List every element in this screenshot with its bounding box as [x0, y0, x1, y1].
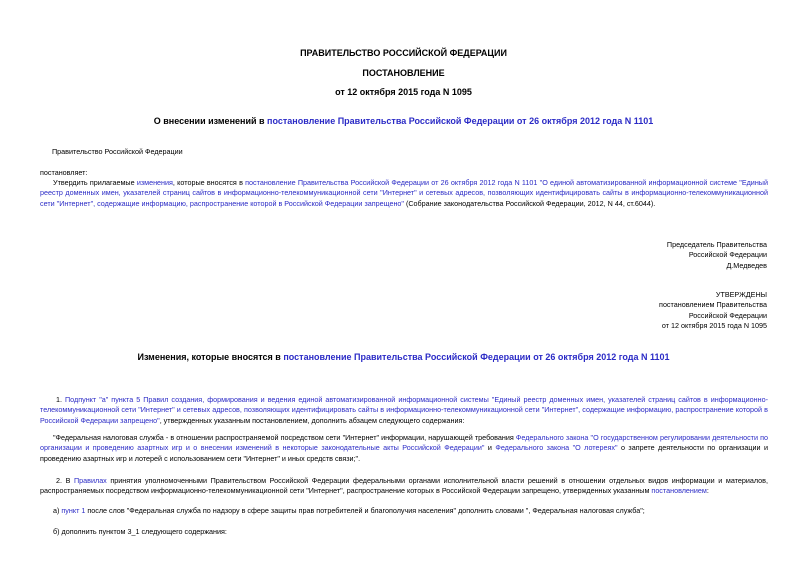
header-date-number: от 12 октября 2015 года N 1095 [335, 87, 472, 97]
item-2-link-decree[interactable]: постановлением [651, 486, 707, 496]
quote-1 [40, 433, 768, 464]
item-1-link[interactable]: Подпункт "а" пункта 5 Правил создания, формирования и ведения единой автоматизированной информационной системы "Единый реестр доменных имен, указателей страниц сайтов в информационно-телекоммуникационной сети "Интернет" и сетевых адресов, позволяющих идентифицировать сайты в информационно-телекоммуникационной сети "Интернет", содержащие информацию, распространение которой в Российской Федерации запрещено" [40, 395, 769, 425]
item-2 [40, 476, 768, 497]
intro-text-1: Утвердить прилагаемые [53, 178, 137, 187]
item-2a-text: после слов "Федеральная служба по надзору в сфере защиты прав потребителей и благополучия населения" дополнить словами ", Федеральная налоговая служба"; [85, 506, 645, 515]
header-government: ПРАВИТЕЛЬСТВО РОССИЙСКОЙ ФЕДЕРАЦИИ [300, 48, 507, 58]
approved-by: постановлением Правительства [659, 300, 767, 310]
quote-1-text-3: о запрете деятельности по организации и проведению азартных игр и лотерей с использованием сети "Интернет" и иных средств связи;". [40, 443, 768, 463]
signature-country: Российской Федерации [688, 250, 767, 260]
item-2-link-rules[interactable]: Правилах [74, 476, 107, 485]
intro-text-3: (Собрание законодательства Российской Федерации, 2012, N 44, ст.6044). [403, 198, 656, 208]
changes-title-link[interactable]: постановление Правительства Российской Федерации от 26 октября 2012 года N 1101 [283, 352, 670, 362]
item-1-text: , утвержденных указанным постановлением, дополнить абзацем следующего содержания: [159, 415, 465, 425]
approved-date: от 12 октября 2015 года N 1095 [661, 321, 767, 331]
quote-1-text-2: и [484, 443, 496, 453]
intro-government: Правительство Российской Федерации [52, 147, 183, 156]
intro-link-decree[interactable]: постановление Правительства Российской Федерации от 26 октября 2012 года N 1101 "О единой автоматизированной информационной системе "Единый реестр доменных имен, указателей страниц сайтов в информационно-телекоммуникационной сети "Интернет" и сетевых адресов, позволяющих идентифицировать сайты в информационно-телекоммуникационной сети "Интернет", содержащие информацию, распространение которой в Российской Федерации запрещено" [40, 178, 768, 208]
document-title [0, 116, 807, 126]
item-2-text-1: В [65, 476, 74, 485]
title-link[interactable]: постановление Правительства Российской Федерации от 26 октября 2012 года N 1101 [267, 116, 654, 126]
signature-block [667, 240, 767, 271]
item-2a [53, 506, 645, 516]
intro-text-2: , которые вносятся в [172, 178, 246, 187]
item-2-text-3: : [706, 486, 709, 496]
signature-position: Председатель Правительства [666, 240, 767, 249]
item-2b: б) дополнить пунктом 3_1 следующего содержания: [53, 527, 227, 536]
item-1 [40, 395, 768, 426]
approved-country: Российской Федерации [688, 310, 767, 320]
header-decree-type: ПОСТАНОВЛЕНИЕ [362, 68, 445, 78]
item-2a-letter: а) [53, 506, 62, 515]
quote-1-text-1: "Федеральная налоговая служба - в отношении распространяемой посредством сети "Интернет" информации, нарушающей требования [53, 433, 516, 442]
intro-link-changes[interactable]: изменения [136, 178, 173, 187]
intro-paragraph [40, 178, 768, 209]
changes-title [0, 352, 807, 362]
item-1-number: 1. [56, 395, 66, 404]
item-2-number: 2. [56, 476, 66, 485]
changes-title-prefix: Изменения, которые вносятся в [137, 352, 284, 362]
approved-block [659, 290, 767, 332]
quote-1-link-gambling-law[interactable]: Федерального закона "О государственном регулировании деятельности по организации и проведению азартных игр и о внесении изменений в некоторые законодательные акты Российской Федерации" [40, 433, 768, 453]
quote-1-link-lottery-law[interactable]: Федерального закона "О лотереях" [495, 443, 618, 453]
approved-heading: УТВЕРЖДЕНЫ [715, 290, 767, 299]
item-2-text-2: принятия уполномоченными Правительством Российской Федерации федеральными органами исполнительной власти решений в отношении отдельных видов информации и материалов, распространяемых посредством информационно-телекоммуникационной сети "Интернет", распространение которых в Российской Федерации запрещено, утвержденных указанным [40, 476, 768, 496]
intro-decrees: постановляет: [40, 168, 88, 177]
title-prefix: О внесении изменений в [153, 116, 268, 126]
item-2a-link[interactable]: пункт 1 [61, 506, 86, 515]
signature-name: Д.Медведев [726, 260, 767, 270]
